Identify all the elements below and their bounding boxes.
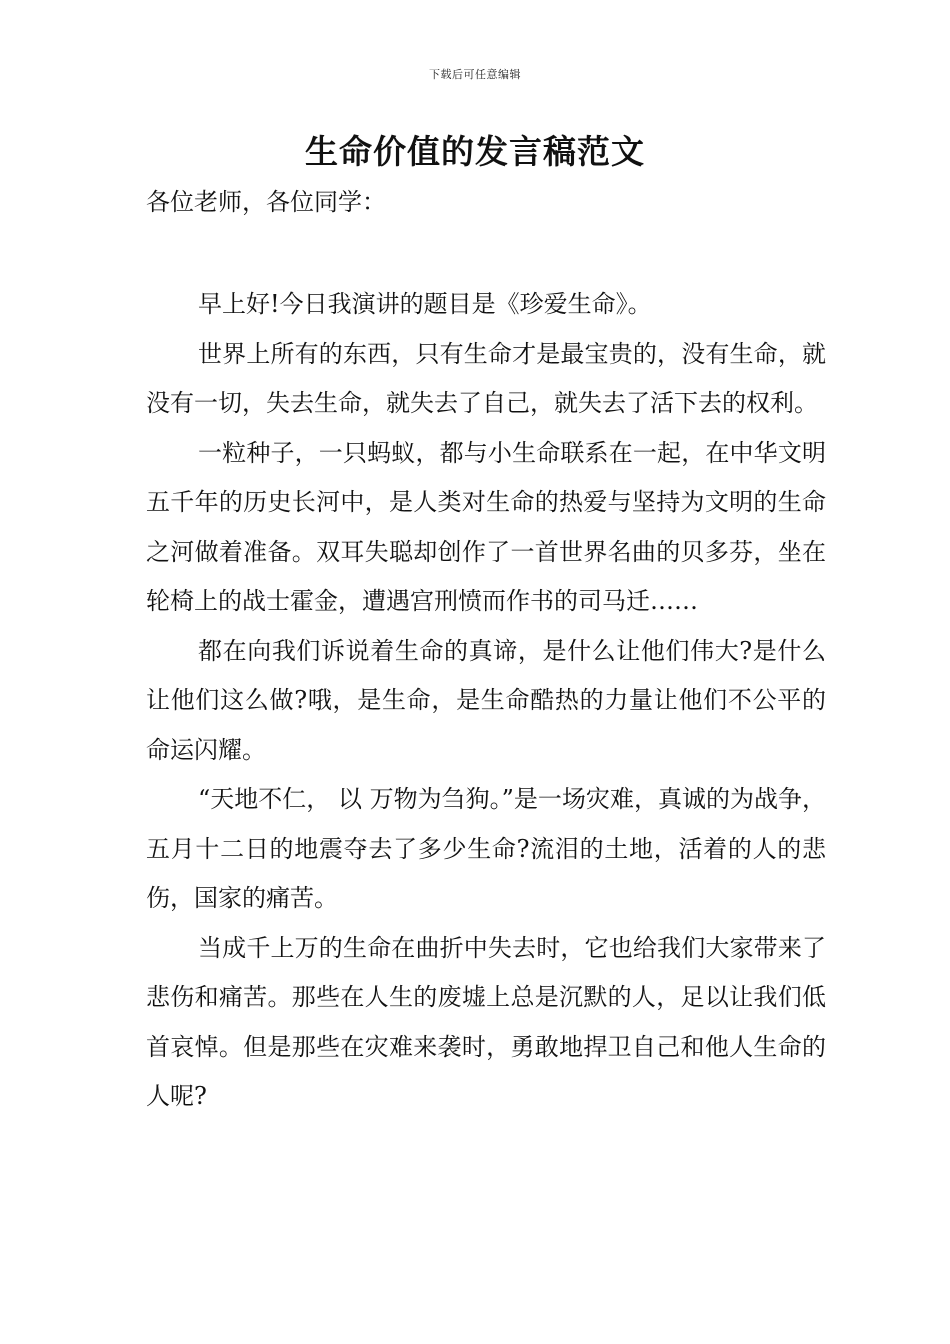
paragraph-2: 世界上所有的东西，只有生命才是最宝贵的，没有生命，就没有一切，失去生命，就失去了自己，就失去了活下去的权利。	[146, 339, 826, 417]
document-body	[146, 280, 826, 1122]
salutation: 各位老师，各位同学：	[146, 188, 386, 216]
paragraph-1: 早上好!今日我演讲的题目是《珍爱生命》。	[198, 290, 652, 318]
paragraph-5: “天地不仁， 以 万物为刍狗。”是一场灾难，真诚的为战争，五月十二日的地震夺去了多少生命?流泪的土地，活着的人的悲伤，国家的痛苦。	[146, 785, 826, 912]
paragraph-6: 当成千上万的生命在曲折中失去时，它也给我们大家带来了悲伤和痛苦。那些在人生的废墟上总是沉默的人，足以让我们低首哀悼。但是那些在灾难来袭时，勇敢地捍卫自己和他人生命的人呢?	[146, 933, 826, 1110]
paragraph-3: 一粒种子，一只蚂蚁，都与小生命联系在一起，在中华文明五千年的历史长河中，是人类对生命的热爱与坚持为文明的生命之河做着准备。双耳失聪却创作了一首世界名曲的贝多芬，坐在轮椅上的战士霍金，遭遇宫刑愤而作书的司马迁……	[146, 438, 826, 615]
document-title: 生命价值的发言稿范文	[305, 132, 645, 171]
paragraph-4: 都在向我们诉说着生命的真谛，是什么让他们伟大?是什么让他们这么做?哦，是生命，是生命酷热的力量让他们不公平的命运闪耀。	[146, 636, 826, 764]
header-note: 下载后可任意编辑	[429, 68, 521, 81]
